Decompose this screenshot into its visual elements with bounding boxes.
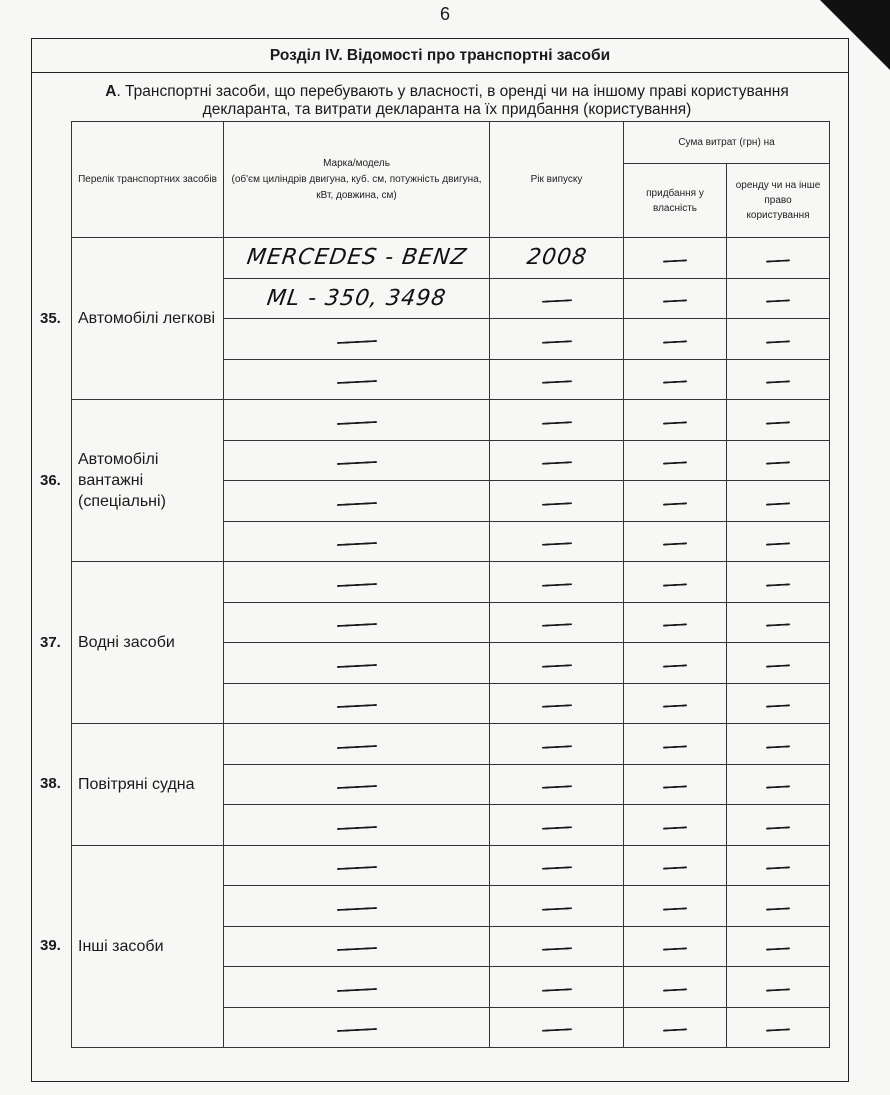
blank-dash [541, 704, 571, 708]
category-cell [72, 724, 224, 846]
blank-dash [766, 502, 790, 505]
blank-dash [663, 462, 687, 465]
blank-dash [663, 907, 687, 910]
cell-year [490, 602, 624, 643]
blank-dash [663, 664, 687, 667]
cell-rent [727, 481, 830, 522]
cell-rent [727, 805, 830, 846]
cell-purchase [624, 238, 727, 279]
header-expenses [624, 122, 830, 164]
cell-model [224, 602, 490, 643]
category-cell [72, 238, 224, 400]
category-number: 36. [40, 471, 61, 489]
blank-dash [766, 745, 790, 748]
cell-year [490, 481, 624, 522]
cell-year [490, 764, 624, 805]
cell-year [490, 562, 624, 603]
header-list [72, 122, 224, 238]
blank-dash [336, 623, 376, 627]
handwritten-value: 2008 [524, 245, 589, 271]
cell-year [490, 521, 624, 562]
category-number: 39. [40, 937, 61, 955]
blank-dash [766, 340, 790, 343]
table-row [72, 400, 830, 441]
cell-year [490, 1007, 624, 1048]
blank-dash [541, 907, 571, 911]
blank-dash [663, 705, 687, 708]
cell-rent [727, 440, 830, 481]
cell-model [224, 521, 490, 562]
blank-dash [541, 664, 571, 668]
cell-year [490, 886, 624, 927]
header-model [224, 122, 490, 238]
blank-dash [766, 867, 790, 870]
cell-purchase [624, 967, 727, 1008]
cell-year [490, 683, 624, 724]
blank-dash [336, 866, 376, 870]
cell-rent [727, 926, 830, 967]
blank-dash [336, 907, 376, 911]
blank-dash [336, 542, 376, 546]
page-number: 6 [439, 4, 450, 24]
cell-rent [727, 967, 830, 1008]
table-row [72, 724, 830, 765]
subtitle-line-2: декларанта, та витрати декларанта на їх придбання (користування) [202, 101, 692, 118]
header-rent [727, 164, 830, 238]
cell-year [490, 278, 624, 319]
blank-dash [766, 826, 790, 829]
cell-model [224, 926, 490, 967]
blank-dash [766, 543, 790, 546]
header-list-label: Перелік транспортних засобів [78, 173, 217, 185]
blank-dash [336, 340, 376, 344]
cell-model [224, 724, 490, 765]
cell-rent [727, 886, 830, 927]
category-cell [72, 562, 224, 724]
blank-dash [336, 664, 376, 668]
category-number: 35. [40, 309, 61, 327]
cell-rent [727, 562, 830, 603]
blank-dash [336, 826, 376, 830]
cell-model [224, 764, 490, 805]
blank-dash [663, 381, 687, 384]
cell-model [224, 805, 490, 846]
cell-purchase [624, 845, 727, 886]
blank-dash [336, 704, 376, 708]
blank-dash [766, 381, 790, 384]
cell-year [490, 359, 624, 400]
cell-model [224, 359, 490, 400]
cell-purchase [624, 481, 727, 522]
cell-purchase [624, 926, 727, 967]
cell-rent [727, 764, 830, 805]
cell-model [224, 886, 490, 927]
blank-dash [541, 745, 571, 749]
header-model-detail: (об'єм циліндрів двигуна, куб. см, потужність двигуна, кВт, довжина, см) [231, 173, 482, 201]
table-row [72, 238, 830, 279]
cell-purchase [624, 643, 727, 684]
blank-dash [663, 1029, 687, 1032]
cell-purchase [624, 359, 727, 400]
cell-rent [727, 400, 830, 441]
cell-rent [727, 238, 830, 279]
subtitle-prefix: А [105, 83, 117, 100]
blank-dash [541, 826, 571, 830]
blank-dash [336, 502, 376, 506]
blank-dash [663, 543, 687, 546]
cell-purchase [624, 440, 727, 481]
cell-model [224, 643, 490, 684]
section-title: Розділ IV. Відомості про транспортні засоби [32, 39, 848, 73]
category-name: Автомобілі легкові [78, 310, 216, 327]
blank-dash [766, 421, 790, 424]
blank-dash [766, 300, 790, 303]
cell-rent [727, 602, 830, 643]
vehicles-table [71, 121, 830, 1048]
header-rent-label: оренду чи на інше право користування [735, 180, 821, 221]
category-number: 37. [40, 633, 61, 651]
blank-dash [766, 907, 790, 910]
cell-rent [727, 521, 830, 562]
cell-model [224, 319, 490, 360]
subtitle [82, 83, 812, 119]
cell-year [490, 238, 624, 279]
header-year-label: Рік випуску [530, 173, 583, 185]
blank-dash [766, 259, 790, 262]
blank-dash [336, 583, 376, 587]
blank-dash [663, 745, 687, 748]
cell-year [490, 724, 624, 765]
blank-dash [336, 988, 376, 992]
cell-purchase [624, 805, 727, 846]
blank-dash [541, 1028, 571, 1032]
blank-dash [766, 705, 790, 708]
blank-dash [766, 583, 790, 586]
cell-rent [727, 724, 830, 765]
blank-dash [766, 624, 790, 627]
blank-dash [663, 786, 687, 789]
header-year [490, 122, 624, 238]
blank-dash [541, 988, 571, 992]
cell-year [490, 805, 624, 846]
blank-dash [336, 1028, 376, 1032]
blank-dash [541, 785, 571, 789]
cell-purchase [624, 764, 727, 805]
cell-year [490, 319, 624, 360]
header-model-title: Марка/модель [323, 157, 390, 169]
cell-rent [727, 845, 830, 886]
blank-dash [766, 988, 790, 991]
cell-rent [727, 683, 830, 724]
cell-model [224, 845, 490, 886]
blank-dash [336, 461, 376, 465]
header-purchase-label: придбання у власність [646, 187, 704, 214]
category-number: 38. [40, 775, 61, 793]
blank-dash [766, 948, 790, 951]
cell-model [224, 967, 490, 1008]
category-name: Водні засоби [78, 634, 175, 651]
cell-year [490, 643, 624, 684]
cell-rent [727, 1007, 830, 1048]
cell-model [224, 481, 490, 522]
category-cell [72, 845, 224, 1048]
cell-year [490, 440, 624, 481]
category-name: Автомобілі вантажні (спеціальні) [78, 451, 166, 510]
blank-dash [663, 948, 687, 951]
cell-purchase [624, 724, 727, 765]
blank-dash [663, 340, 687, 343]
blank-dash [663, 502, 687, 505]
blank-dash [336, 785, 376, 789]
category-cell [72, 400, 224, 562]
blank-dash [541, 299, 571, 303]
blank-dash [336, 380, 376, 384]
cell-model [224, 1007, 490, 1048]
blank-dash [663, 421, 687, 424]
blank-dash [663, 624, 687, 627]
cell-model [224, 562, 490, 603]
blank-dash [541, 380, 571, 384]
blank-dash [663, 259, 687, 262]
subtitle-line-1: . Транспортні засоби, що перебувають у власності, в оренді чи на іншому праві користування [116, 83, 789, 100]
blank-dash [663, 300, 687, 303]
cell-purchase [624, 683, 727, 724]
table-row [72, 562, 830, 603]
cell-model [224, 400, 490, 441]
category-name: Повітряні судна [78, 775, 195, 793]
cell-rent [727, 278, 830, 319]
cell-model [224, 278, 490, 319]
blank-dash [336, 745, 376, 749]
blank-dash [541, 866, 571, 870]
cell-year [490, 400, 624, 441]
cell-purchase [624, 521, 727, 562]
blank-dash [766, 1029, 790, 1032]
header-purchase [624, 164, 727, 238]
cell-purchase [624, 602, 727, 643]
blank-dash [663, 988, 687, 991]
blank-dash [663, 826, 687, 829]
blank-dash [766, 462, 790, 465]
cell-purchase [624, 400, 727, 441]
blank-dash [766, 786, 790, 789]
blank-dash [663, 583, 687, 586]
cell-purchase [624, 319, 727, 360]
category-name: Інші засоби [78, 937, 164, 955]
cell-model [224, 440, 490, 481]
cell-model [224, 238, 490, 279]
handwritten-value: MERCEDES - BENZ [244, 245, 469, 271]
blank-dash [766, 664, 790, 667]
blank-dash [541, 583, 571, 587]
cell-year [490, 926, 624, 967]
blank-dash [336, 947, 376, 951]
cell-year [490, 845, 624, 886]
blank-dash [541, 421, 571, 425]
cell-purchase [624, 562, 727, 603]
cell-rent [727, 359, 830, 400]
blank-dash [541, 947, 571, 951]
cell-model [224, 683, 490, 724]
blank-dash [663, 867, 687, 870]
blank-dash [541, 623, 571, 627]
cell-rent [727, 319, 830, 360]
blank-dash [541, 340, 571, 344]
blank-dash [541, 502, 571, 506]
blank-dash [541, 542, 571, 546]
cell-purchase [624, 886, 727, 927]
handwritten-value: ML - 350, 3498 [265, 285, 448, 311]
cell-purchase [624, 1007, 727, 1048]
table-row [72, 845, 830, 886]
blank-dash [541, 461, 571, 465]
cell-year [490, 967, 624, 1008]
header-expenses-label: Сума витрат (грн) на [678, 136, 775, 148]
cell-rent [727, 643, 830, 684]
blank-dash [336, 421, 376, 425]
cell-purchase [624, 278, 727, 319]
